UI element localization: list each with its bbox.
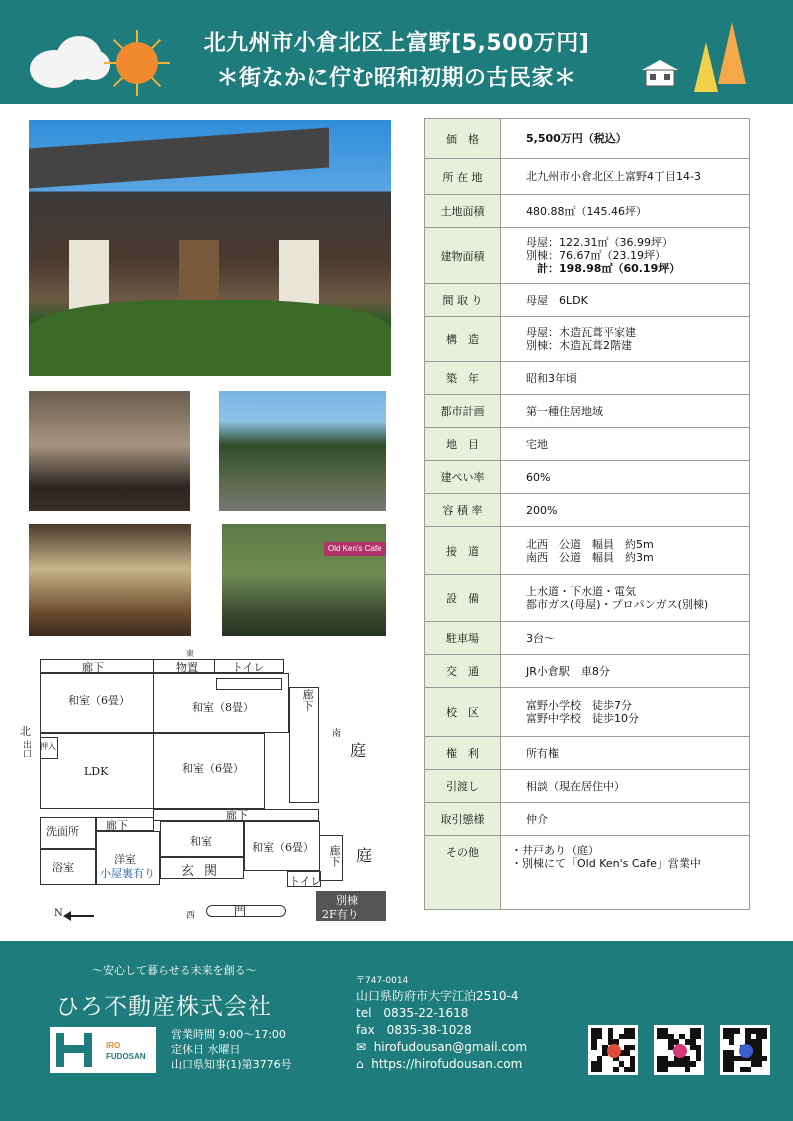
- spec-key: 接 道: [425, 527, 501, 575]
- logo-text: FUDOSAN: [106, 1052, 146, 1061]
- spec-row: [425, 737, 750, 770]
- email-link[interactable]: hirofudousan@gmail.com: [373, 1040, 528, 1054]
- plan-label: 廊下: [328, 845, 341, 867]
- tree-icon: [718, 22, 746, 84]
- spec-row: [425, 228, 750, 284]
- spec-row: [425, 770, 750, 803]
- spec-value-line: 宅地: [526, 437, 548, 451]
- facebook-icon: [739, 1044, 753, 1058]
- spec-value: [501, 737, 750, 770]
- spec-value-line: 別棟：76.67㎡（23.19坪）: [526, 249, 666, 262]
- spec-value: [501, 494, 750, 527]
- garden-pine-photo: [219, 391, 386, 511]
- plan-label: 廊下: [301, 689, 314, 711]
- spec-value-line: 200%: [526, 503, 558, 517]
- spec-value-line: 母屋：木造瓦葺平家建: [526, 326, 636, 339]
- company-tagline: 〜安心して暮らせる未来を創る〜: [92, 964, 257, 977]
- spec-key: 価 格: [425, 119, 501, 159]
- plan-label: 和室（6畳）: [68, 694, 130, 707]
- spec-key: 所 在 地: [425, 159, 501, 195]
- spec-value: [501, 575, 750, 622]
- japanese-room-photo: [29, 524, 191, 636]
- spec-row: [425, 284, 750, 317]
- spec-key: 築 年: [425, 362, 501, 395]
- plan-label-south: 南: [332, 729, 342, 739]
- house-exterior-photo: [29, 120, 391, 376]
- spec-value-line: 480.88㎡（145.46坪）: [526, 204, 647, 218]
- spec-value-line: 南西 公道 幅員 約3m: [526, 550, 654, 564]
- spec-value: [501, 836, 750, 910]
- contact-block: [356, 975, 527, 1073]
- spec-value-line: 別棟：木造瓦葺2階建: [526, 339, 632, 352]
- plan-label: 廊下: [82, 661, 104, 674]
- spec-key: 構 造: [425, 317, 501, 362]
- floor-plan: [0, 645, 400, 930]
- spec-row: [425, 317, 750, 362]
- arrow-head-icon: [63, 911, 71, 921]
- business-hours: [171, 1027, 292, 1072]
- plan-label-north-arrow: N: [54, 908, 63, 919]
- spec-value-line: 都市ガス(母屋)・プロパンガス(別棟): [526, 598, 709, 611]
- spec-row: [425, 622, 750, 655]
- spec-value-line: 相談（現在居住中）: [526, 779, 625, 793]
- plan-label: トイレ: [289, 875, 322, 888]
- facebook-qr-code[interactable]: [720, 1025, 770, 1075]
- plan-label: 物置: [176, 661, 198, 674]
- plan-label: 浴室: [52, 861, 74, 874]
- spec-row: [425, 119, 750, 159]
- spec-row: [425, 395, 750, 428]
- website-link[interactable]: https://hirofudousan.com: [371, 1057, 523, 1071]
- plan-label-west: 西: [186, 911, 196, 921]
- spec-value-line: ・別棟にて「Old Ken's Cafe」営業中: [511, 857, 701, 870]
- address: 山口県防府市大字江泊2510-4: [356, 989, 519, 1003]
- plan-label-north: 北: [20, 725, 31, 738]
- property-spec-table: [424, 118, 750, 910]
- spec-row: [425, 575, 750, 622]
- cafe-sign: Old Ken's Cafe: [324, 542, 386, 556]
- spec-value-line: 3台〜: [526, 631, 555, 645]
- website-row[interactable]: [356, 1056, 527, 1073]
- spec-key: 駐車場: [425, 622, 501, 655]
- closed-day: 定休日 水曜日: [171, 1043, 241, 1056]
- footer-company-info: [0, 941, 793, 1121]
- plan-label: 門: [234, 905, 247, 919]
- spec-value: [501, 803, 750, 836]
- plan-label: 洋室: [114, 853, 136, 866]
- spec-value: [501, 622, 750, 655]
- tree-icon: [694, 42, 718, 92]
- spec-key: 設 備: [425, 575, 501, 622]
- spec-row: [425, 159, 750, 195]
- spec-value-line: 北西 公道 幅員 約5m: [526, 537, 654, 551]
- spec-row: [425, 803, 750, 836]
- spec-key: 間 取 り: [425, 284, 501, 317]
- header-banner: [0, 0, 793, 104]
- plan-label: 玄関: [181, 864, 228, 879]
- spec-key: 校 区: [425, 688, 501, 737]
- page-title: 北九州市小倉北区上富野[5,500万円]: [203, 31, 590, 56]
- plan-label: 和室（8畳）: [192, 701, 254, 714]
- spec-value: [501, 317, 750, 362]
- spec-value-line: 仲介: [526, 812, 548, 826]
- spec-row: [425, 362, 750, 395]
- spec-row: [425, 527, 750, 575]
- plan-label: 和室（6畳）: [182, 762, 244, 775]
- spec-value: [501, 284, 750, 317]
- spec-key: 建ぺい率: [425, 461, 501, 494]
- plan-label: 和室: [190, 835, 212, 848]
- spec-value: [501, 119, 750, 159]
- plan-label-garden: 庭: [356, 846, 373, 865]
- spec-value: [501, 228, 750, 284]
- website-qr-code[interactable]: [588, 1025, 638, 1075]
- spec-value-line: 所有権: [526, 746, 559, 760]
- company-logo: [50, 1027, 156, 1073]
- spec-value-line: 第一種住居地域: [526, 404, 603, 418]
- spec-key: その他: [425, 836, 501, 910]
- spec-row: [425, 655, 750, 688]
- spec-value-line: 5,500万円（税込）: [526, 132, 627, 145]
- spec-value: [501, 195, 750, 228]
- house-icon: [640, 58, 680, 88]
- fax-number: fax 0835-38-1028: [356, 1023, 472, 1037]
- spec-key: 引渡し: [425, 770, 501, 803]
- spec-key: 権 利: [425, 737, 501, 770]
- mail-icon: ✉: [356, 1040, 374, 1054]
- spec-value-line: 母屋 6LDK: [526, 293, 588, 307]
- plan-label: 廊下: [226, 809, 248, 822]
- spec-key: 取引態様: [425, 803, 501, 836]
- spec-value: [501, 655, 750, 688]
- spec-key: 土地面積: [425, 195, 501, 228]
- spec-key: 建物面積: [425, 228, 501, 284]
- plan-label-garden: 庭: [350, 741, 367, 760]
- tokonoma-interior-photo: [29, 391, 190, 511]
- spec-value-line: 富野小学校 徒歩7分: [526, 699, 632, 712]
- spec-key: 容 積 率: [425, 494, 501, 527]
- spec-row: [425, 494, 750, 527]
- plan-label: 廊下: [106, 819, 128, 832]
- home-icon: [607, 1044, 621, 1058]
- page-subtitle: ＊街なかに佇む昭和初期の古民家＊: [216, 66, 577, 91]
- plan-label-east: 東: [186, 649, 194, 658]
- spec-value-line: 北九州市小倉北区上富野4丁目14-3: [526, 170, 701, 183]
- spec-value: [501, 362, 750, 395]
- spec-key: 都市計画: [425, 395, 501, 428]
- plan-label: 洗面所: [46, 825, 79, 838]
- spec-value-line: 母屋：122.31㎡（36.99坪）: [526, 236, 673, 249]
- spec-value: [501, 770, 750, 803]
- spec-row: [425, 836, 750, 910]
- spec-value: [501, 461, 750, 494]
- company-name: ひろ不動産株式会社: [56, 994, 272, 1020]
- plan-label: 小屋裏有り: [100, 867, 155, 880]
- spec-key: 交 通: [425, 655, 501, 688]
- spec-row: [425, 461, 750, 494]
- spec-row: [425, 688, 750, 737]
- spec-value: [501, 428, 750, 461]
- spec-value-line: 昭和3年頃: [526, 371, 577, 385]
- phone-number[interactable]: tel 0835-22-1618: [356, 1006, 469, 1020]
- plan-label: 2F有り: [322, 908, 359, 921]
- hours-line: 営業時間 9:00〜17:00: [171, 1028, 286, 1041]
- plan-label: LDK: [84, 765, 109, 778]
- plan-label-exit: 出口: [21, 740, 31, 758]
- spec-key: 地 目: [425, 428, 501, 461]
- spec-value-line: 上水道・下水道・電気: [526, 585, 636, 598]
- spec-value: [501, 527, 750, 575]
- spec-value-line: 富野中学校 徒歩10分: [526, 712, 639, 725]
- spec-value-line: JR小倉駅 車8分: [526, 664, 610, 678]
- plan-label: トイレ: [232, 661, 265, 674]
- instagram-icon: [673, 1044, 687, 1058]
- logo-text: IRO: [106, 1041, 121, 1050]
- email-row[interactable]: [356, 1039, 527, 1056]
- plan-label: 和室（6畳）: [252, 841, 314, 854]
- spec-value: [501, 688, 750, 737]
- spec-value-line: 60%: [526, 470, 551, 484]
- home-icon: ⌂: [356, 1057, 372, 1071]
- license-number: 山口県知事(1)第3776号: [171, 1058, 292, 1071]
- instagram-qr-code[interactable]: [654, 1025, 704, 1075]
- spec-value: [501, 395, 750, 428]
- spec-value-line: ・井戸あり（庭）: [511, 844, 599, 857]
- spec-value: [501, 159, 750, 195]
- plan-label: 別棟: [336, 894, 358, 907]
- spec-value-line: 計：198.98㎡（60.19坪）: [526, 262, 681, 275]
- postal-code: 〒747-0014: [356, 976, 409, 986]
- spec-row: [425, 428, 750, 461]
- plan-label: 押入: [40, 742, 56, 751]
- spec-row: [425, 195, 750, 228]
- cafe-entrance-photo: [222, 524, 386, 636]
